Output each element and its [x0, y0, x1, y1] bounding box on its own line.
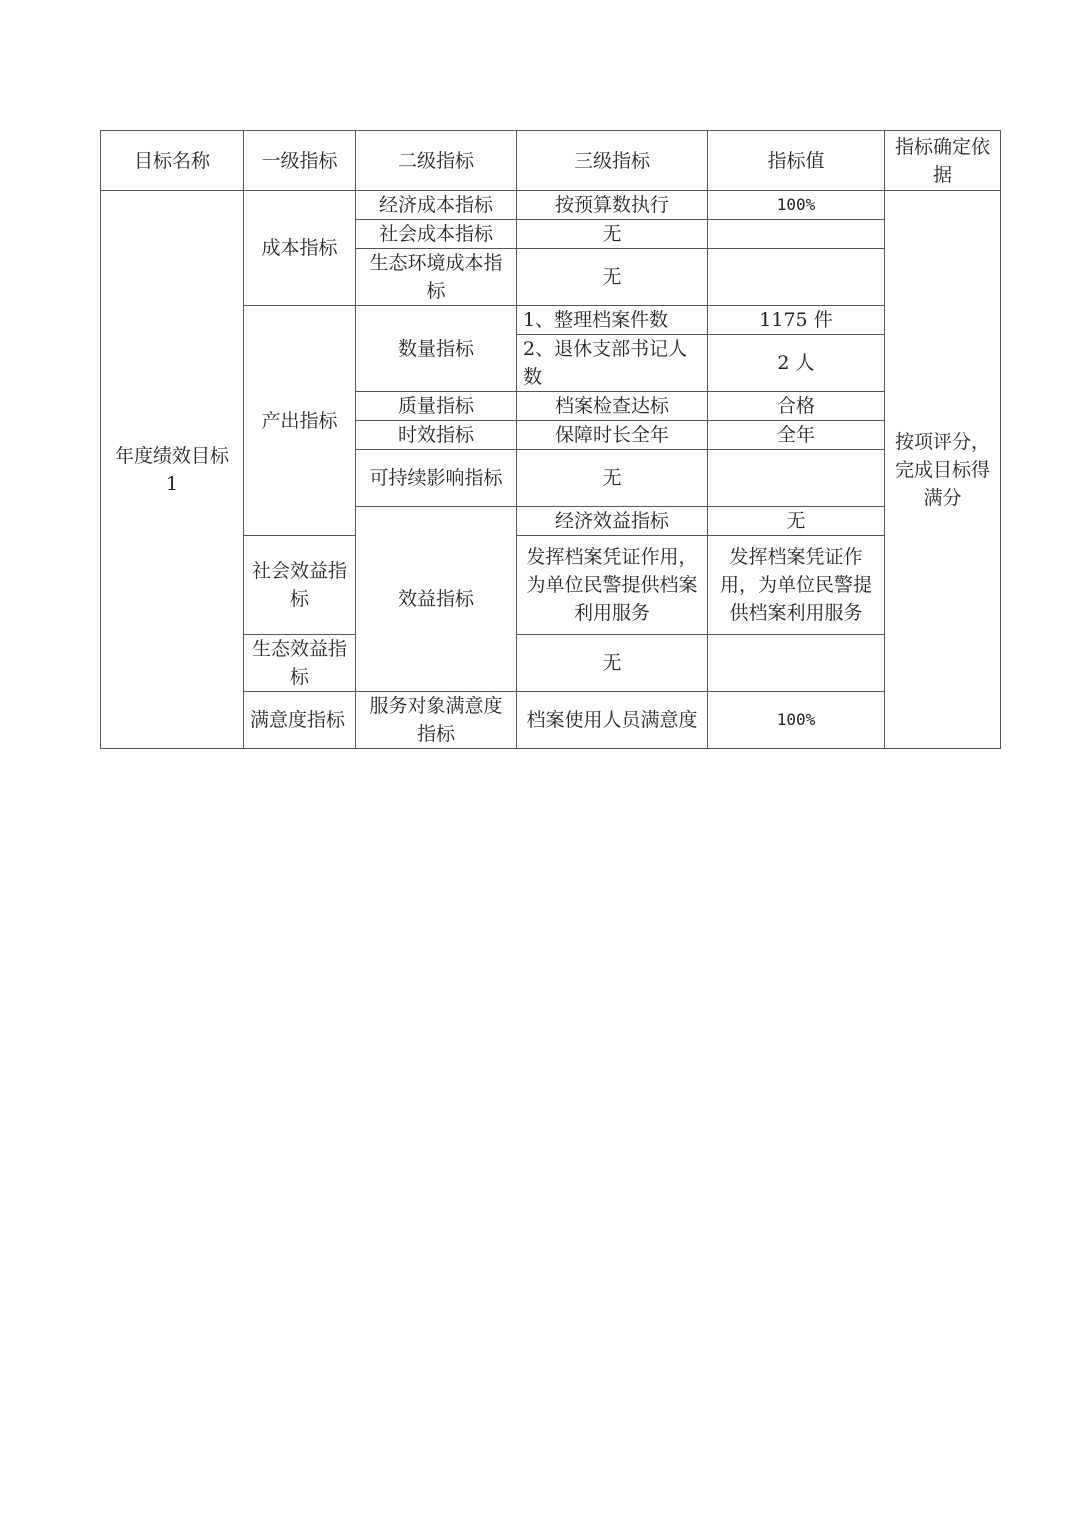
header-target-name: 目标名称	[101, 131, 244, 191]
benefit-economic-item: 无	[708, 507, 885, 536]
output-quantity-value2: 2 人	[708, 335, 885, 392]
output-sustain-item: 无	[517, 450, 708, 507]
output-quantity-item2: 2、退休支部书记人数	[517, 335, 708, 392]
output-timeliness-name: 时效指标	[356, 421, 517, 450]
satisfaction-value: 100%	[708, 692, 885, 749]
header-basis: 指标确定依据	[885, 131, 1001, 191]
cost-economic-item: 按预算数执行	[517, 191, 708, 220]
header-level3: 三级指标	[517, 131, 708, 191]
cost-economic-name: 经济成本指标	[356, 191, 517, 220]
satisfaction-name: 服务对象满意度指标	[356, 692, 517, 749]
basis-cell: 按项评分，完成目标得满分	[885, 191, 1001, 749]
cost-social-value	[708, 220, 885, 249]
cost-economic-value: 100%	[708, 191, 885, 220]
output-timeliness-item: 保障时长全年	[517, 421, 708, 450]
goal-cell: 年度绩效目标 1	[101, 191, 244, 749]
output-sustain-name: 可持续影响指标	[356, 450, 517, 507]
header-value: 指标值	[708, 131, 885, 191]
performance-target-table	[100, 130, 1001, 749]
header-level2: 二级指标	[356, 131, 517, 191]
output-quantity-value1: 1175 件	[708, 306, 885, 335]
benefit-ecological-name: 生态效益指标	[244, 635, 356, 692]
output-quantity-item1: 1、整理档案件数	[517, 306, 708, 335]
cost-ecoenv-value	[708, 249, 885, 306]
benefit-social-item: 发挥档案凭证作用，为单位民警提供档案利用服务	[517, 536, 708, 635]
table-header-row	[101, 131, 1001, 191]
cost-label: 成本指标	[244, 191, 356, 306]
output-label: 产出指标	[244, 306, 356, 536]
output-timeliness-value: 全年	[708, 421, 885, 450]
header-level1: 一级指标	[244, 131, 356, 191]
satisfaction-label: 满意度指标	[244, 692, 356, 749]
cost-social-name: 社会成本指标	[356, 220, 517, 249]
benefit-economic-name: 经济效益指标	[517, 507, 708, 536]
benefit-social-name: 社会效益指标	[244, 536, 356, 635]
output-quality-name: 质量指标	[356, 392, 517, 421]
output-quality-item: 档案检查达标	[517, 392, 708, 421]
cost-ecoenv-item: 无	[517, 249, 708, 306]
cost-ecoenv-name: 生态环境成本指标	[356, 249, 517, 306]
benefit-social-value: 发挥档案凭证作用，为单位民警提供档案利用服务	[708, 536, 885, 635]
table-row	[101, 191, 1001, 220]
output-quality-value: 合格	[708, 392, 885, 421]
satisfaction-item: 档案使用人员满意度	[517, 692, 708, 749]
benefit-label: 效益指标	[356, 507, 517, 692]
benefit-ecological-item: 无	[517, 635, 708, 692]
benefit-ecological-value	[708, 635, 885, 692]
output-quantity-name: 数量指标	[356, 306, 517, 392]
cost-social-item: 无	[517, 220, 708, 249]
output-sustain-value	[708, 450, 885, 507]
